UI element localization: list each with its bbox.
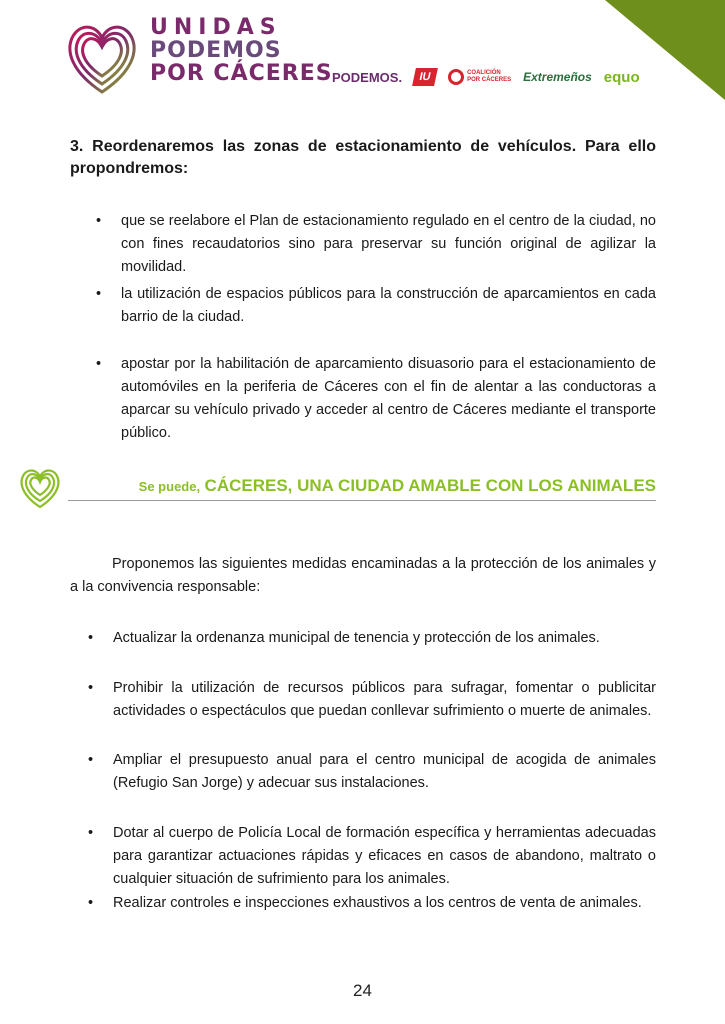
iu-logo: IU: [412, 68, 438, 86]
animals-bullet-list: [70, 627, 656, 650]
logo-wordmark: [150, 16, 333, 85]
podemos-logo: PODEMOS.: [332, 69, 403, 85]
logo-line-2: PODEMOS: [150, 38, 282, 63]
list-item: • apostar por la habilitación de aparcamiento disuasorio para el estacionamiento de automóviles en la periferia de Cáceres con el fin de alentar a las conductoras a aparcar su vehículo privado y acceder al centro de Cáceres mediante el transporte público.: [70, 353, 656, 445]
list-item: • Prohibir la utilización de recursos públicos para sufragar, fomentar o publicitar actividades o espectáculos que puedan conllevar sufrimiento o muerte de animales.: [70, 677, 656, 723]
equo-logo: equo: [603, 68, 640, 86]
animals-bullet-list: [70, 749, 656, 795]
list-item: • Ampliar el presupuesto anual para el centro municipal de acogida de animales (Refugio San Jorge) y adecuar sus instalaciones.: [70, 749, 656, 795]
section-3-bullet-list: [70, 283, 656, 329]
section-3-bullet-list: [70, 353, 656, 445]
animals-bullet-list: [70, 677, 656, 723]
coalicion-ring-icon: [448, 69, 464, 85]
extremenos-logo: Extremeños: [523, 70, 592, 84]
animals-intro-paragraph: Proponemos las siguientes medidas encaminadas a la protección de los animales y a la convivencia responsable:: [70, 556, 656, 595]
section-title-main: CÁCERES, UNA CIUDAD AMABLE CON LOS ANIMALES: [204, 476, 656, 495]
section-3-heading: 3. Reordenaremos las zonas de estacionamiento de vehículos. Para ello propondremos:: [70, 138, 656, 177]
coalicion-logo: [448, 69, 511, 85]
logo-line-3: POR CÁCERES: [150, 61, 333, 86]
animals-bullet-list: [70, 892, 656, 915]
logo-line-1: UNIDAS: [150, 15, 282, 40]
list-item: • que se reelabore el Plan de estacionamiento regulado en el centro de la ciudad, no con fines recaudatorios sino para preservar su función original de agilizar la movilidad.: [70, 210, 656, 279]
page-number: 24: [353, 981, 372, 1000]
section-3-bullet-list: [70, 210, 656, 279]
list-item: • Realizar controles e inspecciones exhaustivos a los centros de venta de animales.: [70, 892, 656, 915]
list-item: • Dotar al cuerpo de Policía Local de formación específica y herramientas adecuadas para garantizar actuaciones rápidas y eficaces en casos de abandono, maltrato o cualquier situación de sufrimiento para los animales.: [70, 822, 656, 891]
list-item: • Actualizar la ordenanza municipal de tenencia y protección de los animales.: [70, 627, 656, 650]
section-divider: [68, 500, 656, 501]
section-title-prefix: Se puede,: [138, 479, 201, 494]
coalicion-text: COALICIÓN POR CÁCERES: [467, 70, 512, 83]
heart-section-icon: [17, 465, 63, 511]
animals-bullet-list: [70, 822, 656, 891]
list-item: • la utilización de espacios públicos para la construcción de aparcamientos en cada barrio de la ciudad.: [70, 283, 656, 329]
animals-section-title: [139, 476, 656, 496]
partner-logos: [332, 64, 662, 90]
